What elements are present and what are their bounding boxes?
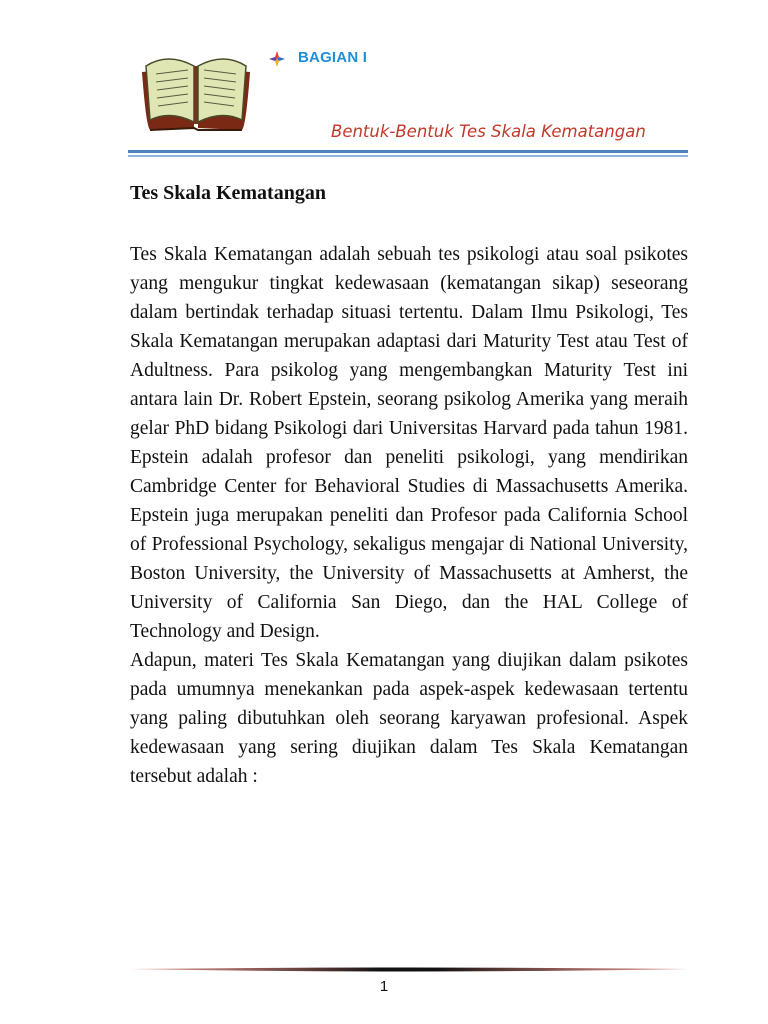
section-heading: Tes Skala Kematangan bbox=[130, 182, 326, 204]
four-point-star-bullet-icon bbox=[268, 50, 286, 68]
footer-divider bbox=[130, 963, 688, 977]
header-divider bbox=[128, 150, 688, 157]
paragraph: Tes Skala Kematangan adalah sebuah tes psikologi atau soal psikotes yang mengukur tingkat kedewasaan (kematangan sikap) seseorang dalam bertindak terhadap situasi tertentu. Dalam Ilmu Psikologi, Tes Skala Kematangan merupakan adaptasi dari Maturity Test atau Test of Adultness. Para psikolog yang mengembangkan Maturity Test ini antara lain Dr. Robert Epstein, seorang psikolog Amerika yang meraih gelar PhD bidang Psikologi dari Universitas Harvard pada tahun 1981. Epstein adalah profesor dan peneliti psikologi, yang mendirikan Cambridge Center for Behavioral Studies di Massachusetts Amerika. Epstein juga merupakan peneliti dan Profesor pada California School of Professional Psychology, sekaligus mengajar di National University, Boston University, the University of Massachusetts at Amherst, the University of California San Diego, dan the HAL College of Technology and Design. bbox=[130, 244, 688, 642]
paragraph: Adapun, materi Tes Skala Kematangan yang diujikan dalam psikotes pada umumnya menekankan pada aspek-aspek kedewasaan tertentu yang paling dibutuhkan oleh seorang karyawan profesional. Aspek kedewasaan yang sering diujikan dalam Tes Skala Kematangan tersebut adalah : bbox=[130, 650, 688, 787]
section-label: BAGIAN I bbox=[298, 49, 368, 66]
page-number: 1 bbox=[379, 978, 389, 995]
body-text bbox=[130, 240, 688, 791]
chapter-title: Bentuk-Bentuk Tes Skala Kematangan bbox=[331, 122, 646, 141]
open-book-icon bbox=[136, 44, 256, 136]
